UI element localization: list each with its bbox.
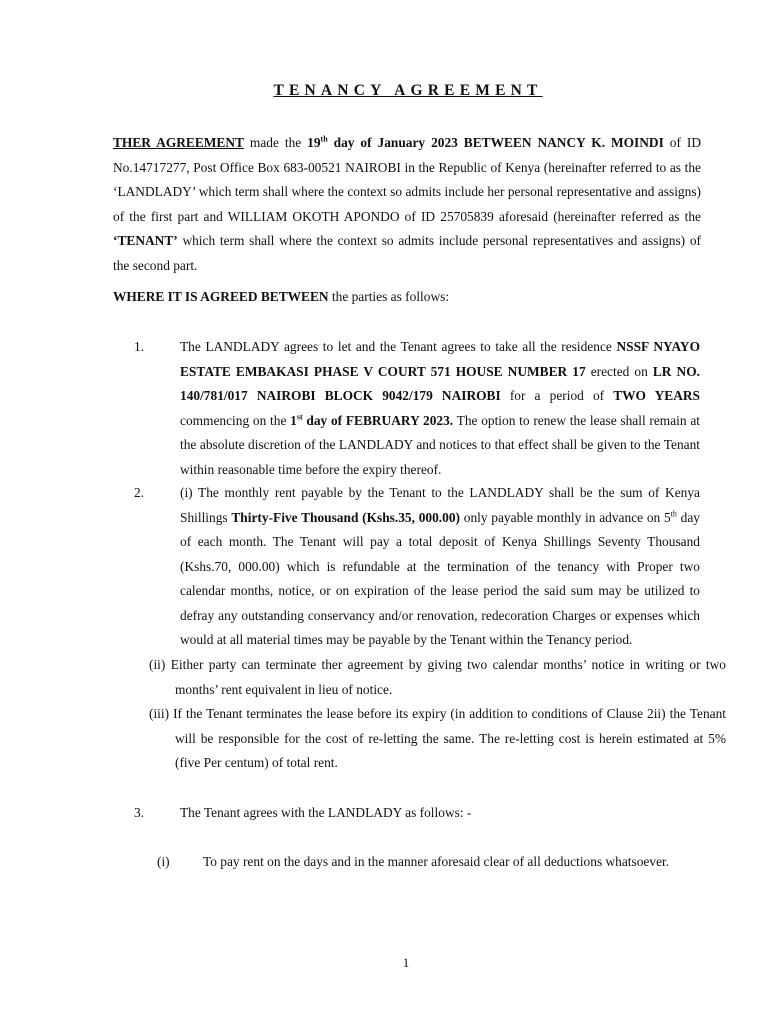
intro-tenant: ‘TENANT’ bbox=[113, 233, 178, 248]
clause-1-start-num: 1 bbox=[290, 412, 297, 428]
clause-1-t5: The option to renew the lease shall remain at the absolute discretion of the LANDLADY and notices to that effect shall be given to the Tenant within reasonable time before the expiry thereof. bbox=[180, 412, 700, 477]
clause-2-number: 2. bbox=[134, 485, 145, 500]
intro-date-sup: th bbox=[320, 134, 328, 144]
clause-1-period: TWO YEARS bbox=[613, 388, 700, 403]
intro-date-num: 19 bbox=[307, 135, 321, 150]
clause-1-start-date bbox=[290, 413, 453, 428]
clause-1-t4: commencing on the bbox=[180, 412, 291, 428]
intro-date-rest: day of January 2023 BETWEEN NANCY K. MOINDI bbox=[327, 135, 664, 150]
clause-1-t1: The LANDLADY agrees to let and the Tenant agrees to take all the residence bbox=[180, 339, 617, 354]
clause-1-start-rest: day of FEBRUARY 2023. bbox=[302, 412, 454, 428]
where-paragraph bbox=[113, 285, 701, 310]
intro-text-2: of ID No.14717277, Post Office Box 683-00521 NAIROBI in the Republic of Kenya (hereinafter referred to as the ‘LANDLADY’ which term shall where the context so admits include her personal representative and assigns) of the first part and WILLIAM OKOTH APONDO of ID 25705839 aforesaid (hereinafter referred as the bbox=[113, 135, 701, 224]
clause-2-t2: only payable monthly in advance on 5 bbox=[460, 509, 671, 525]
clause-2-sup: th bbox=[670, 509, 677, 519]
where-bold: WHERE IT IS AGREED BETWEEN bbox=[113, 289, 329, 304]
clause-1-t2: erected on bbox=[585, 363, 653, 379]
clause-1-t3: for a period of bbox=[500, 388, 614, 403]
where-rest: the parties as follows: bbox=[328, 289, 450, 304]
clause-1-start-sup: st bbox=[296, 412, 303, 422]
clause-2-rent-amount: Thirty-Five Thousand (Kshs.35, 000.00) bbox=[231, 509, 460, 525]
clause-1-lr-number: LR NO. 140/781/017 NAIROBI BLOCK 9042/179 NAIROBI bbox=[180, 363, 700, 403]
clause-3-i-text: To pay rent on the days and in the manner aforesaid clear of all deductions whatsoever. bbox=[203, 854, 670, 869]
clause-1-text bbox=[180, 335, 700, 482]
intro-lead: THER AGREEMENT bbox=[113, 135, 244, 150]
intro-text-3: which term shall where the context so admits include personal representatives and assigns) of the second part. bbox=[113, 233, 701, 273]
intro-paragraph bbox=[113, 131, 701, 278]
clause-3-i-number: (i) bbox=[157, 854, 170, 869]
intro-text-1: made the bbox=[243, 135, 308, 150]
clause-3-text: The Tenant agrees with the LANDLADY as follows: - bbox=[180, 805, 472, 820]
clause-2-iii: (iii) If the Tenant terminates the lease before its expiry (in addition to conditions of Clause 2ii) the Tenant will be responsible for the cost of re-letting the same. The re-letting cost is herein estimated at 5% (five Per centum) of total rent. bbox=[149, 706, 726, 770]
clause-2-text bbox=[180, 481, 700, 653]
clause-3-number: 3. bbox=[134, 805, 145, 820]
clause-2-t1: (i) The monthly rent payable by the Tenant to the LANDLADY shall be the sum of Kenya Shillings bbox=[180, 485, 700, 525]
document-title: TENANCY AGREEMENT bbox=[273, 82, 543, 99]
page-number: 1 bbox=[402, 955, 410, 970]
clause-2-t3: day of each month. The Tenant will pay a total deposit of Kenya Shillings Seventy Thousand (Kshs.70, 000.00) which is refundable at the termination of the tenancy with Proper two calendar months, notice, or on expiration of the lease period the said sum may be utilized to defray any outstanding conservancy and/or renovation, redecoration Charges or expenses which would at all material times may be payable by the Tenant within the Tenancy period. bbox=[180, 509, 700, 647]
intro-date bbox=[307, 135, 664, 150]
clause-1-property: NSSF NYAYO ESTATE EMBAKASI PHASE V COURT 571 HOUSE NUMBER 17 bbox=[180, 339, 700, 379]
clause-2-ii: (ii) Either party can terminate ther agreement by giving two calendar months’ notice in writing or two months’ rent equivalent in lieu of notice. bbox=[149, 657, 726, 697]
clause-1-number: 1. bbox=[134, 339, 145, 354]
